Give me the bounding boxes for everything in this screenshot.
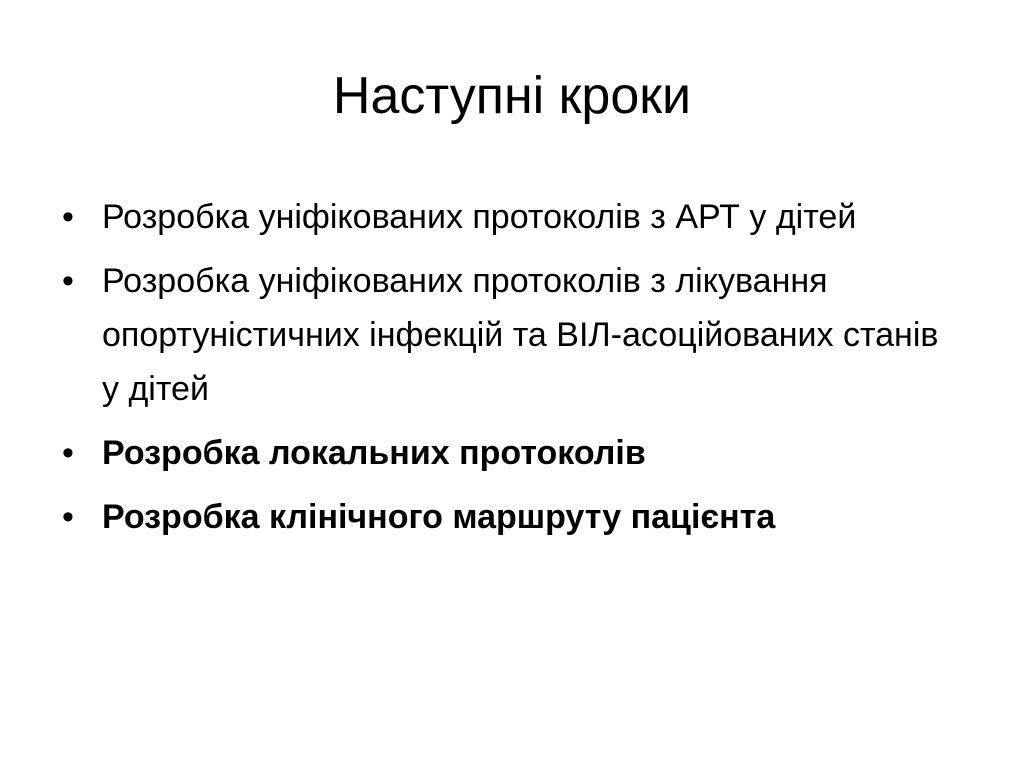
- bullet-item: [58, 190, 958, 244]
- bullet-icon: •: [62, 498, 74, 536]
- bullet-list: [58, 190, 958, 554]
- slide-title: Наступні кроки: [332, 67, 692, 125]
- bullet-text: Розробка уніфікованих протоколів з АРТ у дітей: [102, 198, 857, 236]
- bullet-item: [58, 490, 958, 544]
- bullet-icon: •: [62, 434, 74, 472]
- bullet-text: Розробка уніфікованих протоколів з лікування опортуністичних інфекцій та ВІЛ-асоційованих станів у дітей: [102, 262, 939, 408]
- bullet-text: Розробка клінічного маршруту пацієнта: [102, 498, 776, 536]
- bullet-item: [58, 254, 958, 416]
- bullet-text: Розробка локальних протоколів: [102, 434, 646, 472]
- bullet-icon: •: [62, 198, 74, 236]
- bullet-item: [58, 426, 958, 480]
- bullet-icon: •: [62, 262, 74, 300]
